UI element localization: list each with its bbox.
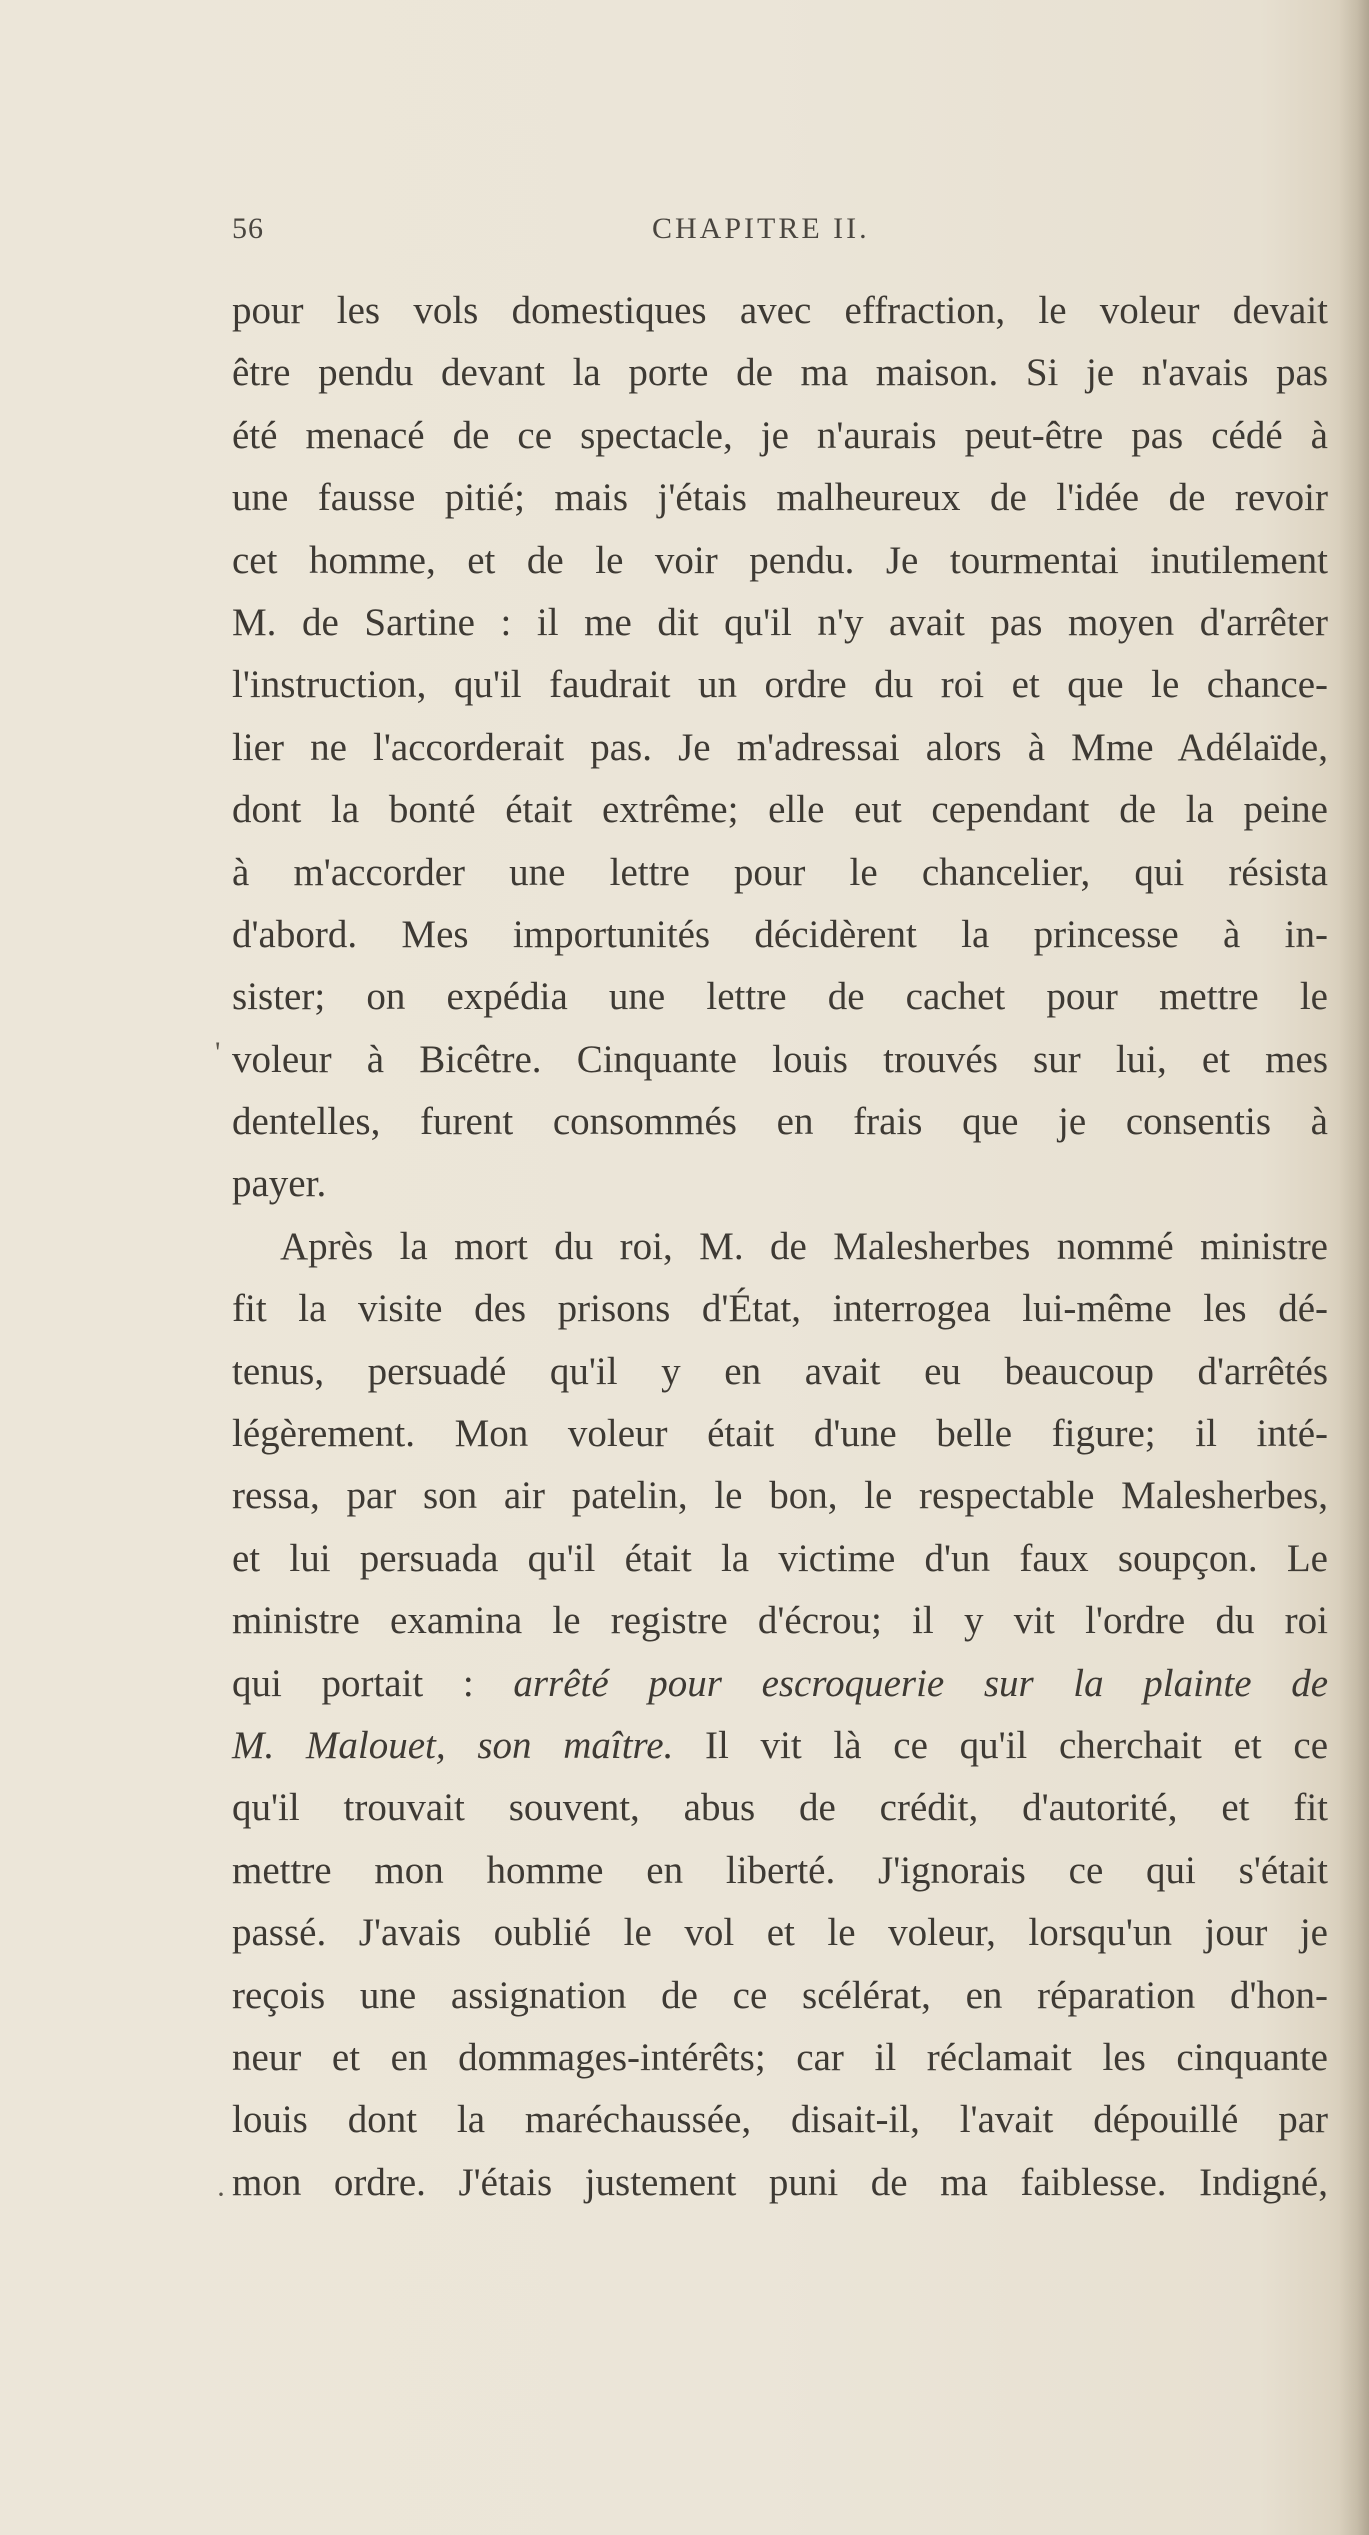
text-line: passé. J'avais oublié le vol et le voleur, lorsqu'un jour je [232,1911,1328,1955]
text-line: ministre examina le registre d'écrou; il y vit l'ordre du roi [232,1599,1328,1643]
text-italic: M. Malouet, son maître. [232,1723,674,1767]
text-italic: arrêté pour escroquerie sur la plainte de [513,1661,1329,1705]
text-line: sister; on expédia une lettre de cachet pour mettre le [232,975,1328,1019]
text-line: qu'il trouvait souvent, abus de crédit, d'autorité, et fit [232,1786,1328,1830]
text-line: cet homme, et de le voir pendu. Je tourmentai inutilement [232,538,1328,582]
text-line: dentelles, furent consommés en frais que je consentis à [232,1100,1328,1144]
text-line: dont la bonté était extrême; elle eut cependant de la peine [232,788,1328,832]
running-head [232,212,1328,262]
page-number: 56 [232,212,264,245]
text-line: été menacé de ce spectacle, je n'aurais peut-être pas cédé à [232,413,1328,457]
text-line: d'abord. Mes importunités décidèrent la princesse à in- [232,912,1328,956]
text-line: et lui persuada qu'il était la victime d'un faux soupçon. Le [232,1536,1328,1580]
body-text [232,280,1328,2214]
text-line: légèrement. Mon voleur était d'une belle figure; il inté- [232,1412,1328,1456]
chapter-title: CHAPITRE II. [652,212,870,245]
text-line: neur et en dommages-intérêts; car il réclamait les cinquante [232,2035,1328,2079]
text-line: fit la visite des prisons d'État, interrogea lui-même les dé- [232,1287,1328,1331]
text-line: être pendu devant la porte de ma maison. Si je n'avais pas [232,351,1328,395]
text-line: reçois une assignation de ce scélérat, en réparation d'hon- [232,1973,1328,2017]
margin-mark: · [216,2178,226,2211]
text-line-paragraph-start: Après la mort du roi, M. de Malesherbes nommé ministre [280,1224,1328,1268]
text-line: une fausse pitié; mais j'étais malheureux de l'idée de revoir [232,476,1328,520]
text-line: ressa, par son air patelin, le bon, le respectable Malesherbes, [232,1474,1328,1518]
text-line-paragraph-end: payer. [232,1162,327,1206]
text-line: l'instruction, qu'il faudrait un ordre du roi et que le chance- [232,663,1328,707]
margin-mark: ' [215,1036,221,1069]
text-line-mixed [232,1653,1328,1715]
text-plain: qui portait : [232,1661,474,1705]
page-edge-shadow [1339,0,1369,2535]
text-line-mixed [232,1715,1328,1777]
text-line: tenus, persuadé qu'il y en avait eu beaucoup d'arrêtés [232,1349,1328,1393]
text-line: lier ne l'accorderait pas. Je m'adressai alors à Mme Adélaïde, [232,725,1328,769]
text-line: à m'accorder une lettre pour le chancelier, qui résista [232,850,1328,894]
text-line: M. de Sartine : il me dit qu'il n'y avait pas moyen d'arrêter [232,600,1328,644]
text-line: pour les vols domestiques avec effraction, le voleur devait [232,289,1328,332]
text-line: louis dont la maréchaussée, disait-il, l'avait dépouillé par [232,2098,1328,2142]
text-line: voleur à Bicêtre. Cinquante louis trouvés sur lui, et mes [232,1037,1328,1081]
text-line: mettre mon homme en liberté. J'ignorais ce qui s'était [232,1848,1328,1892]
text-plain: Il vit là ce qu'il cherchait et ce [705,1723,1329,1767]
text-line: mon ordre. J'étais justement puni de ma faiblesse. Indigné, [232,2160,1328,2204]
